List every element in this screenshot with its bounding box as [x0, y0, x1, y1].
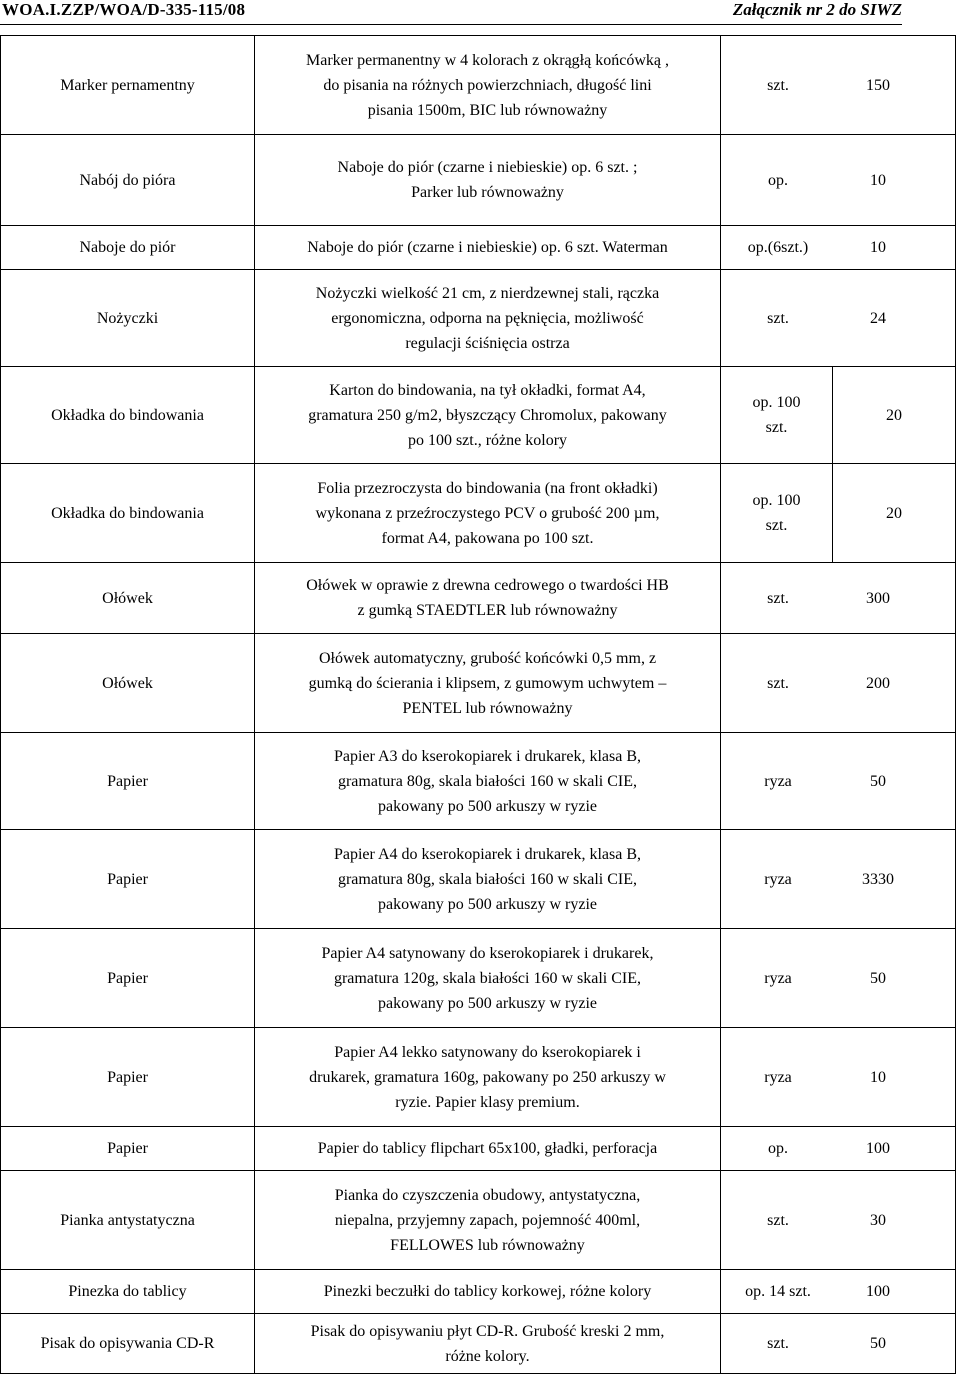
description-line: gumką do ścierania i klipsem, z gumowym uchwytem –: [308, 674, 667, 692]
description-line: z gumką STAEDTLER lub równoważny: [357, 602, 618, 619]
item-description: [255, 36, 721, 135]
item-unit: [721, 367, 833, 464]
item-unit-quantity: [721, 1314, 956, 1374]
item-description: [255, 464, 721, 563]
item-quantity: 24: [870, 309, 886, 327]
description-line: Papier A4 do kserokopiarek i drukarek, klasa B,: [333, 845, 642, 863]
table-row: [1, 1314, 956, 1374]
item-description: [255, 1314, 721, 1374]
item-name: Ołówek: [1, 563, 255, 634]
item-name: Pinezka do tablicy: [1, 1270, 255, 1314]
item-description: [255, 929, 721, 1028]
item-quantity: 10: [870, 239, 886, 256]
description-line: pisania 1500m, BIC lub równoważny: [367, 101, 608, 119]
item-unit: ryza: [764, 969, 792, 987]
item-quantity: 150: [866, 76, 890, 94]
description-line: ryzie. Papier klasy premium.: [395, 1093, 580, 1111]
item-unit-quantity: [721, 270, 956, 367]
table-row: [1, 1171, 956, 1270]
item-unit-quantity: [721, 226, 956, 270]
description-line: różne kolory.: [445, 1347, 530, 1365]
description-line: format A4, pakowana po 100 szt.: [381, 529, 594, 547]
description-line: gramatura 80g, skala białości 160 w skali CIE,: [337, 870, 638, 888]
item-description: [255, 830, 721, 929]
item-unit-quantity: [721, 929, 956, 1028]
item-unit-quantity: [721, 634, 956, 733]
description-line: po 100 szt., różne kolory: [407, 431, 568, 449]
description-line: Parker lub równoważny: [411, 184, 564, 201]
description-line: drukarek, gramatura 160g, pakowany po 250 arkuszy w: [309, 1068, 666, 1086]
description-line: FELLOWES lub równoważny: [390, 1236, 585, 1254]
item-quantity: 300: [866, 589, 890, 607]
item-unit: op.: [768, 1140, 788, 1157]
item-quantity: 30: [870, 1211, 886, 1229]
item-name: Papier: [1, 733, 255, 830]
item-name: Papier: [1, 1127, 255, 1171]
description-line: Ołówek automatyczny, grubość końcówki 0,5 mm, z: [318, 649, 657, 667]
item-name: Nożyczki: [1, 270, 255, 367]
item-description: [255, 563, 721, 634]
table-row: [1, 634, 956, 733]
item-description: [255, 634, 721, 733]
description-line: do pisania na różnych powierzchniach, długość lini: [323, 76, 652, 94]
item-quantity: 50: [870, 969, 886, 987]
item-unit: szt.: [767, 589, 789, 607]
item-name: Okładka do bindowania: [1, 367, 255, 464]
description-line: PENTEL lub równoważny: [402, 699, 573, 717]
item-unit-quantity: [721, 830, 956, 929]
item-unit: ryza: [764, 772, 792, 790]
item-name: Papier: [1, 1028, 255, 1127]
item-unit: szt.: [767, 1335, 789, 1352]
unit-line: op. 100: [752, 492, 801, 509]
item-name: Marker pernamentny: [1, 36, 255, 135]
table-row: [1, 464, 956, 563]
description-line: Nożyczki wielkość 21 cm, z nierdzewnej stali, rączka: [315, 284, 660, 302]
table-row: [1, 270, 956, 367]
item-quantity: 10: [870, 171, 886, 189]
table-row: [1, 929, 956, 1028]
description-line: pakowany po 500 arkuszy w ryzie: [377, 797, 598, 815]
item-quantity: 10: [870, 1068, 886, 1086]
item-name: Pisak do opisywania CD-R: [1, 1314, 255, 1374]
item-name: Ołówek: [1, 634, 255, 733]
item-unit: szt.: [767, 309, 789, 327]
item-quantity: 100: [866, 1283, 890, 1300]
table-row: [1, 1028, 956, 1127]
item-description: [255, 367, 721, 464]
description-line: Karton do bindowania, na tył okładki, format A4,: [329, 381, 646, 399]
table-row: [1, 226, 956, 270]
description-line: niepalna, przyjemny zapach, pojemność 400ml,: [334, 1211, 641, 1229]
item-description: [255, 733, 721, 830]
description-line: gramatura 80g, skala białości 160 w skali CIE,: [337, 772, 638, 790]
document-reference: WOA.I.ZZP/WOA/D-335-115/08: [2, 0, 246, 19]
table-row: [1, 830, 956, 929]
item-description: [255, 1028, 721, 1127]
unit-line: szt.: [765, 419, 788, 436]
description-line: Papier A4 satynowany do kserokopiarek i drukarek,: [321, 944, 654, 962]
description-line: Marker permanentny w 4 kolorach z okrągłą końcówką ,: [306, 51, 669, 69]
item-unit-quantity: [721, 1127, 956, 1171]
table-row: [1, 733, 956, 830]
item-name: Okładka do bindowania: [1, 464, 255, 563]
item-unit-quantity: [721, 36, 956, 135]
item-unit: op.(6szt.): [747, 239, 809, 256]
description-line: pakowany po 500 arkuszy w ryzie: [377, 895, 598, 913]
unit-line: szt.: [765, 517, 788, 534]
item-unit: szt.: [767, 1211, 789, 1229]
description-line: Pinezki beczułki do tablicy korkowej, różne kolory: [323, 1283, 652, 1300]
description-line: regulacji ściśnięcia ostrza: [405, 334, 570, 352]
item-quantity: 50: [870, 772, 886, 790]
item-unit-quantity: [721, 733, 956, 830]
page-header: [0, 0, 902, 25]
item-unit-quantity: [721, 563, 956, 634]
item-description: [255, 226, 721, 270]
description-line: gramatura 120g, skala białości 160 w skali CIE,: [333, 969, 642, 987]
item-name: Naboje do piór: [1, 226, 255, 270]
item-unit: [721, 464, 833, 563]
description-line: Naboje do piór (czarne i niebieskie) op. 6 szt. Waterman: [307, 239, 668, 256]
description-line: Folia przezroczysta do bindowania (na front okładki): [317, 479, 658, 497]
item-description: [255, 135, 721, 226]
item-quantity: 3330: [862, 870, 894, 888]
item-description: [255, 270, 721, 367]
item-description: [255, 1270, 721, 1314]
items-table-body: [1, 36, 956, 1374]
item-unit-quantity: [721, 1028, 956, 1127]
description-line: Ołówek w oprawie z drewna cedrowego o twardości HB: [306, 577, 669, 594]
description-line: Papier A4 lekko satynowany do kserokopiarek i: [334, 1043, 641, 1061]
item-unit-quantity: [721, 1171, 956, 1270]
table-row: [1, 1270, 956, 1314]
item-quantity: 50: [870, 1335, 886, 1352]
table-row: [1, 135, 956, 226]
description-line: gramatura 250 g/m2, błyszczący Chromolux, pakowany: [308, 406, 667, 424]
item-description: [255, 1171, 721, 1270]
attachment-label: Załącznik nr 2 do SIWZ: [732, 0, 902, 19]
item-quantity: 100: [866, 1140, 890, 1157]
table-row: [1, 563, 956, 634]
table-row: [1, 1127, 956, 1171]
description-line: Papier A3 do kserokopiarek i drukarek, klasa B,: [333, 747, 642, 765]
item-name: Nabój do pióra: [1, 135, 255, 226]
table-row: [1, 367, 956, 464]
description-line: wykonana z przeźroczystego PCV o grubość 200 µm,: [315, 504, 660, 522]
item-description: [255, 1127, 721, 1171]
description-line: Pianka do czyszczenia obudowy, antystatyczna,: [334, 1186, 641, 1204]
item-unit: op. 14 szt.: [745, 1283, 811, 1300]
item-name: Papier: [1, 830, 255, 929]
item-unit-quantity: [721, 135, 956, 226]
item-quantity: 20: [833, 464, 956, 563]
item-unit-quantity: [721, 1270, 956, 1314]
description-line: ergonomiczna, odporna na pęknięcia, możliwość: [331, 309, 644, 327]
table-row: [1, 36, 956, 135]
unit-line: op. 100: [752, 394, 801, 411]
item-quantity: 200: [866, 674, 890, 692]
description-line: Pisak do opisywaniu płyt CD-R. Grubość kreski 2 mm,: [310, 1322, 665, 1340]
description-line: Papier do tablicy flipchart 65x100, gładki, perforacja: [317, 1140, 658, 1157]
description-line: pakowany po 500 arkuszy w ryzie: [377, 994, 598, 1012]
item-unit: szt.: [767, 674, 789, 692]
item-unit: op.: [768, 171, 788, 189]
item-unit: ryza: [764, 1068, 792, 1086]
items-table: [0, 35, 956, 1374]
item-unit: szt.: [767, 76, 789, 94]
item-name: Papier: [1, 929, 255, 1028]
description-line: Naboje do piór (czarne i niebieskie) op. 6 szt. ;: [337, 159, 638, 176]
item-unit: ryza: [764, 870, 792, 888]
item-quantity: 20: [833, 367, 956, 464]
item-name: Pianka antystatyczna: [1, 1171, 255, 1270]
